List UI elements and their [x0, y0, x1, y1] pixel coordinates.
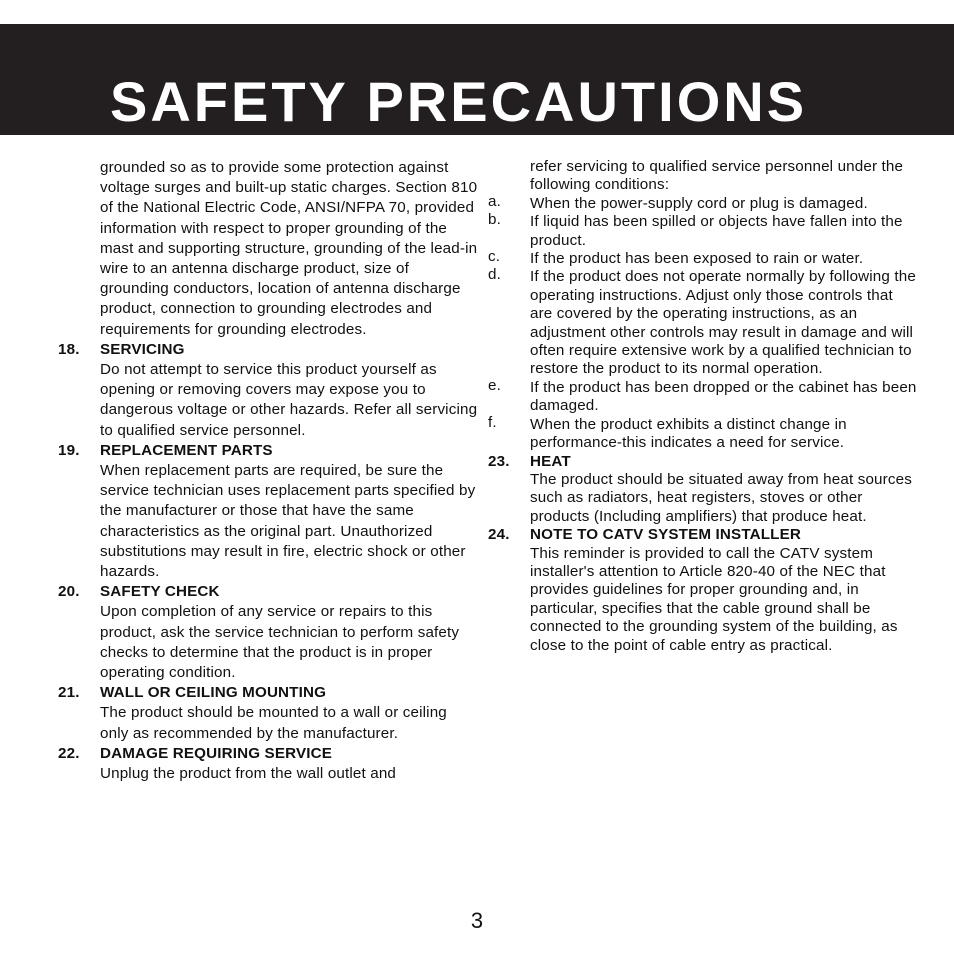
section-title: DAMAGE REQUIRING SERVICE — [100, 744, 333, 762]
condition-item-b — [488, 213, 918, 250]
section-body: The product should be situated away from heat sources such as radiators, heat registers, stoves or other products (Including amplifiers) that produce heat. — [530, 470, 912, 525]
intro-paragraph: grounded so as to provide some protection against voltage surges and built-up static charges. Section 810 of the National Electric Code, ANSI/NFPA 70, provided information with respect to proper grounding of the mast and supporting structure, grounding of the lead-in wire to an antenna discharge product, size of grounding conductors, location of antenna discharge product, connection to grounding electrodes and requirements for grounding electrodes. — [100, 159, 478, 338]
section-number: 21. — [58, 684, 80, 702]
item-text: If the product has been exposed to rain or water. — [530, 250, 864, 268]
section-title: SAFETY CHECK — [100, 583, 220, 601]
condition-item-a — [488, 192, 918, 213]
item-text: If the product has been dropped or the cabinet has been damaged. — [530, 378, 917, 415]
left-column — [58, 158, 478, 784]
section-number: 23. — [488, 452, 510, 470]
item-letter: c. — [488, 248, 501, 266]
condition-item-c — [488, 250, 918, 268]
right-column — [488, 158, 918, 655]
section-servicing — [58, 340, 478, 441]
section-title: SERVICING — [100, 340, 185, 358]
section-number: 24. — [488, 526, 510, 544]
section-body: The product should be mounted to a wall or ceiling only as recommended by the manufacturer. — [100, 704, 447, 742]
section-number: 22. — [58, 744, 80, 762]
section-replacement-parts — [58, 441, 478, 582]
section-title: WALL OR CEILING MOUNTING — [100, 684, 327, 702]
section-body: Unplug the product from the wall outlet and — [100, 765, 397, 783]
page-number: 3 — [470, 908, 484, 933]
section-body: This reminder is provided to call the CATV system installer's attention to Article 820-40 of the NEC that provides guidelines for proper grounding and, in particular, specifies that the cable ground shall be connected to the grounding system of the building, as close to the point of cable entry as practical. — [530, 544, 898, 654]
section-number: 18. — [58, 340, 80, 358]
item-text: If liquid has been spilled or objects have fallen into the product. — [530, 213, 903, 249]
section-title: REPLACEMENT PARTS — [100, 441, 273, 459]
section-wall-ceiling-mounting — [58, 683, 478, 744]
item-letter: d. — [488, 266, 501, 284]
item-text: When the power-supply cord or plug is damaged. — [530, 194, 868, 212]
intro-paragraph: refer servicing to qualified service personnel under the following conditions: — [530, 158, 904, 194]
section-number: 19. — [58, 441, 80, 459]
item-letter: f. — [488, 413, 497, 431]
section-title: HEAT — [530, 452, 571, 470]
section-body: Upon completion of any service or repairs to this product, ask the service technician to perform safety checks to determine that the product is in proper operating condition. — [100, 603, 460, 682]
section-heat — [488, 453, 918, 527]
condition-item-d — [488, 268, 918, 378]
page-title: SAFETY PRECAUTIONS — [110, 70, 808, 133]
condition-item-f — [488, 413, 918, 453]
section-body: Do not attempt to service this product yourself as opening or removing covers may expose you to dangerous voltage or other hazards. Refer all servicing to qualified service personnel. — [100, 361, 478, 439]
section-body: When replacement parts are required, be sure the service technician uses replacement parts specified by the manufacturer or those that have the same characteristics as the original part. Unauthorized substitutions may result in fire, electric shock or other hazards. — [100, 462, 476, 581]
page-header — [0, 24, 954, 135]
condition-item-e — [488, 376, 918, 416]
section-number: 20. — [58, 583, 80, 601]
item-letter: b. — [488, 211, 501, 229]
section-title: NOTE TO CATV SYSTEM INSTALLER — [530, 526, 801, 544]
item-text: When the product exhibits a distinct change in performance-this indicates a need for service. — [530, 415, 847, 452]
section-safety-check — [58, 582, 478, 683]
item-letter: e. — [488, 376, 501, 394]
item-text: If the product does not operate normally by following the operating instructions. Adjust only those controls that are covered by the operating instructions, as an adjustment other controls may result in damage and will often require extensive work by a qualified technician to restore the product to its normal operation. — [530, 268, 916, 378]
item-letter: a. — [488, 192, 501, 210]
section-damage-requiring-service — [58, 744, 478, 784]
section-catv-installer-note — [488, 526, 918, 655]
